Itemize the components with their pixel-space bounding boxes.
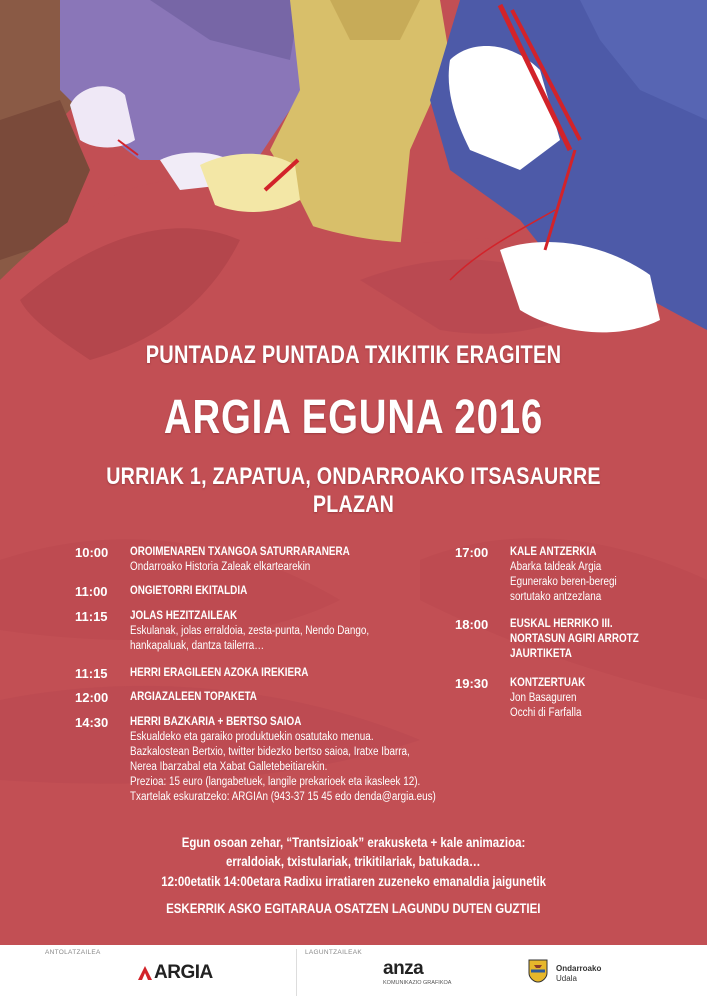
program-detail: sortutako antzezlana (510, 591, 602, 603)
program-time: 12:00 (75, 690, 109, 705)
divider (296, 949, 297, 996)
event-title: ARGIA EGUNA 2016 (163, 391, 544, 444)
program-time: 17:00 (455, 545, 489, 560)
sponsor-bar (0, 945, 707, 1000)
program-name-cont: NORTASUN AGIRI ARROTZ (510, 633, 639, 645)
program-time: 18:00 (455, 617, 489, 632)
town-sub: Udala (556, 974, 577, 983)
coat-of-arms-icon (528, 959, 548, 983)
program-detail: Prezioa: 15 euro (langabetuek, langile prekarioek eta ikasleek 12). (130, 776, 421, 788)
anza-wordmark: anza (383, 958, 424, 979)
program-time: 10:00 (75, 545, 109, 560)
program-name: HERRI BAZKARIA + BERTSO SAIOA (130, 716, 302, 728)
thanks-line (0, 899, 707, 917)
program-detail: Jon Basaguren (510, 692, 577, 704)
argia-mark-icon (138, 966, 152, 980)
program-name: KALE ANTZERKIA (510, 546, 597, 558)
program-name: ONGIETORRI EKITALDIA (130, 585, 248, 597)
program-detail: Eskualdeko eta garaiko produktuekin osatutako menua. (130, 731, 374, 743)
argia-logo[interactable] (138, 961, 228, 985)
thanks-text: ESKERRIK ASKO EGITARAUA OSATZEN LAGUNDU DUTEN GUZTIEI (166, 900, 541, 916)
program-detail: Txartelak eskuratzeko: ARGIAn (943-37 15 45 edo denda@argia.eus) (130, 791, 436, 803)
ondarroa-council-logo[interactable] (528, 957, 638, 991)
event-date-location: URRIAK 1, ZAPATUA, ONDARROAKO ITSASAURRE PLAZAN (106, 463, 601, 518)
collaborators-label: LAGUNTZAILEAK (305, 949, 362, 956)
program-detail: Egunerako beren-beregi (510, 576, 617, 588)
program-time: 14:30 (75, 715, 109, 730)
program-time: 11:15 (75, 609, 108, 624)
program-name: KONTZERTUAK (510, 677, 586, 689)
program-detail: hankapaluak, dantza tailerra… (130, 640, 265, 652)
program-detail: Occhi di Farfalla (510, 707, 582, 719)
program-detail: Ondarroako Historia Zaleak elkartearekin (130, 561, 311, 573)
program-left (75, 545, 455, 815)
program-detail: Eskulanak, jolas erraldoia, zesta-punta, Nendo Dango, (130, 625, 370, 637)
program-name: ARGIAZALEEN TOPAKETA (130, 691, 257, 703)
animation-line (0, 852, 707, 870)
program-detail: Nerea Ibarzabal eta Xabat Galletebeitiarekin. (130, 761, 328, 773)
program-detail: Bazkalostean Bertxio, twitter bidezko bertso saioa, Iratxe Ibarra, (130, 746, 410, 758)
event-tagline: PUNTADAZ PUNTADA TXIKITIK ERAGITEN (145, 341, 562, 369)
program-name: JOLAS HEZITZAILEAK (130, 610, 238, 622)
program-name-cont: JAURTIKETA (510, 648, 572, 660)
program-name: HERRI ERAGILEEN AZOKA IREKIERA (130, 667, 309, 679)
anza-subtitle: KOMUNIKAZIO GRAFIKOA (383, 980, 452, 986)
program-detail: Abarka taldeak Argia (510, 561, 602, 573)
program-time: 11:00 (75, 584, 108, 599)
program-time: 11:15 (75, 666, 108, 681)
program-name: OROIMENAREN TXANGOA SATURRARANERA (130, 546, 350, 558)
organizer-label: ANTOLATZAILEA (45, 949, 101, 956)
program-name: EUSKAL HERRIKO III. (510, 618, 613, 630)
all-day-line (0, 833, 707, 851)
radio-text: 12:00etatik 14:00etara Radixu irratiaren zuzeneko emanaldia jaigunetik (161, 873, 546, 889)
radio-line (0, 872, 707, 890)
argia-wordmark: ARGIA (154, 962, 213, 983)
anza-logo[interactable] (383, 958, 453, 990)
all-day-text: Egun osoan zehar, “Trantsizioak” erakusketa + kale animazioa: (181, 834, 526, 850)
program-right (455, 545, 685, 725)
town-name: Ondarroako (556, 964, 602, 973)
animation-text: erraldoiak, txistulariak, trikitilariak, batukada… (226, 853, 481, 869)
program-time: 19:30 (455, 676, 489, 691)
